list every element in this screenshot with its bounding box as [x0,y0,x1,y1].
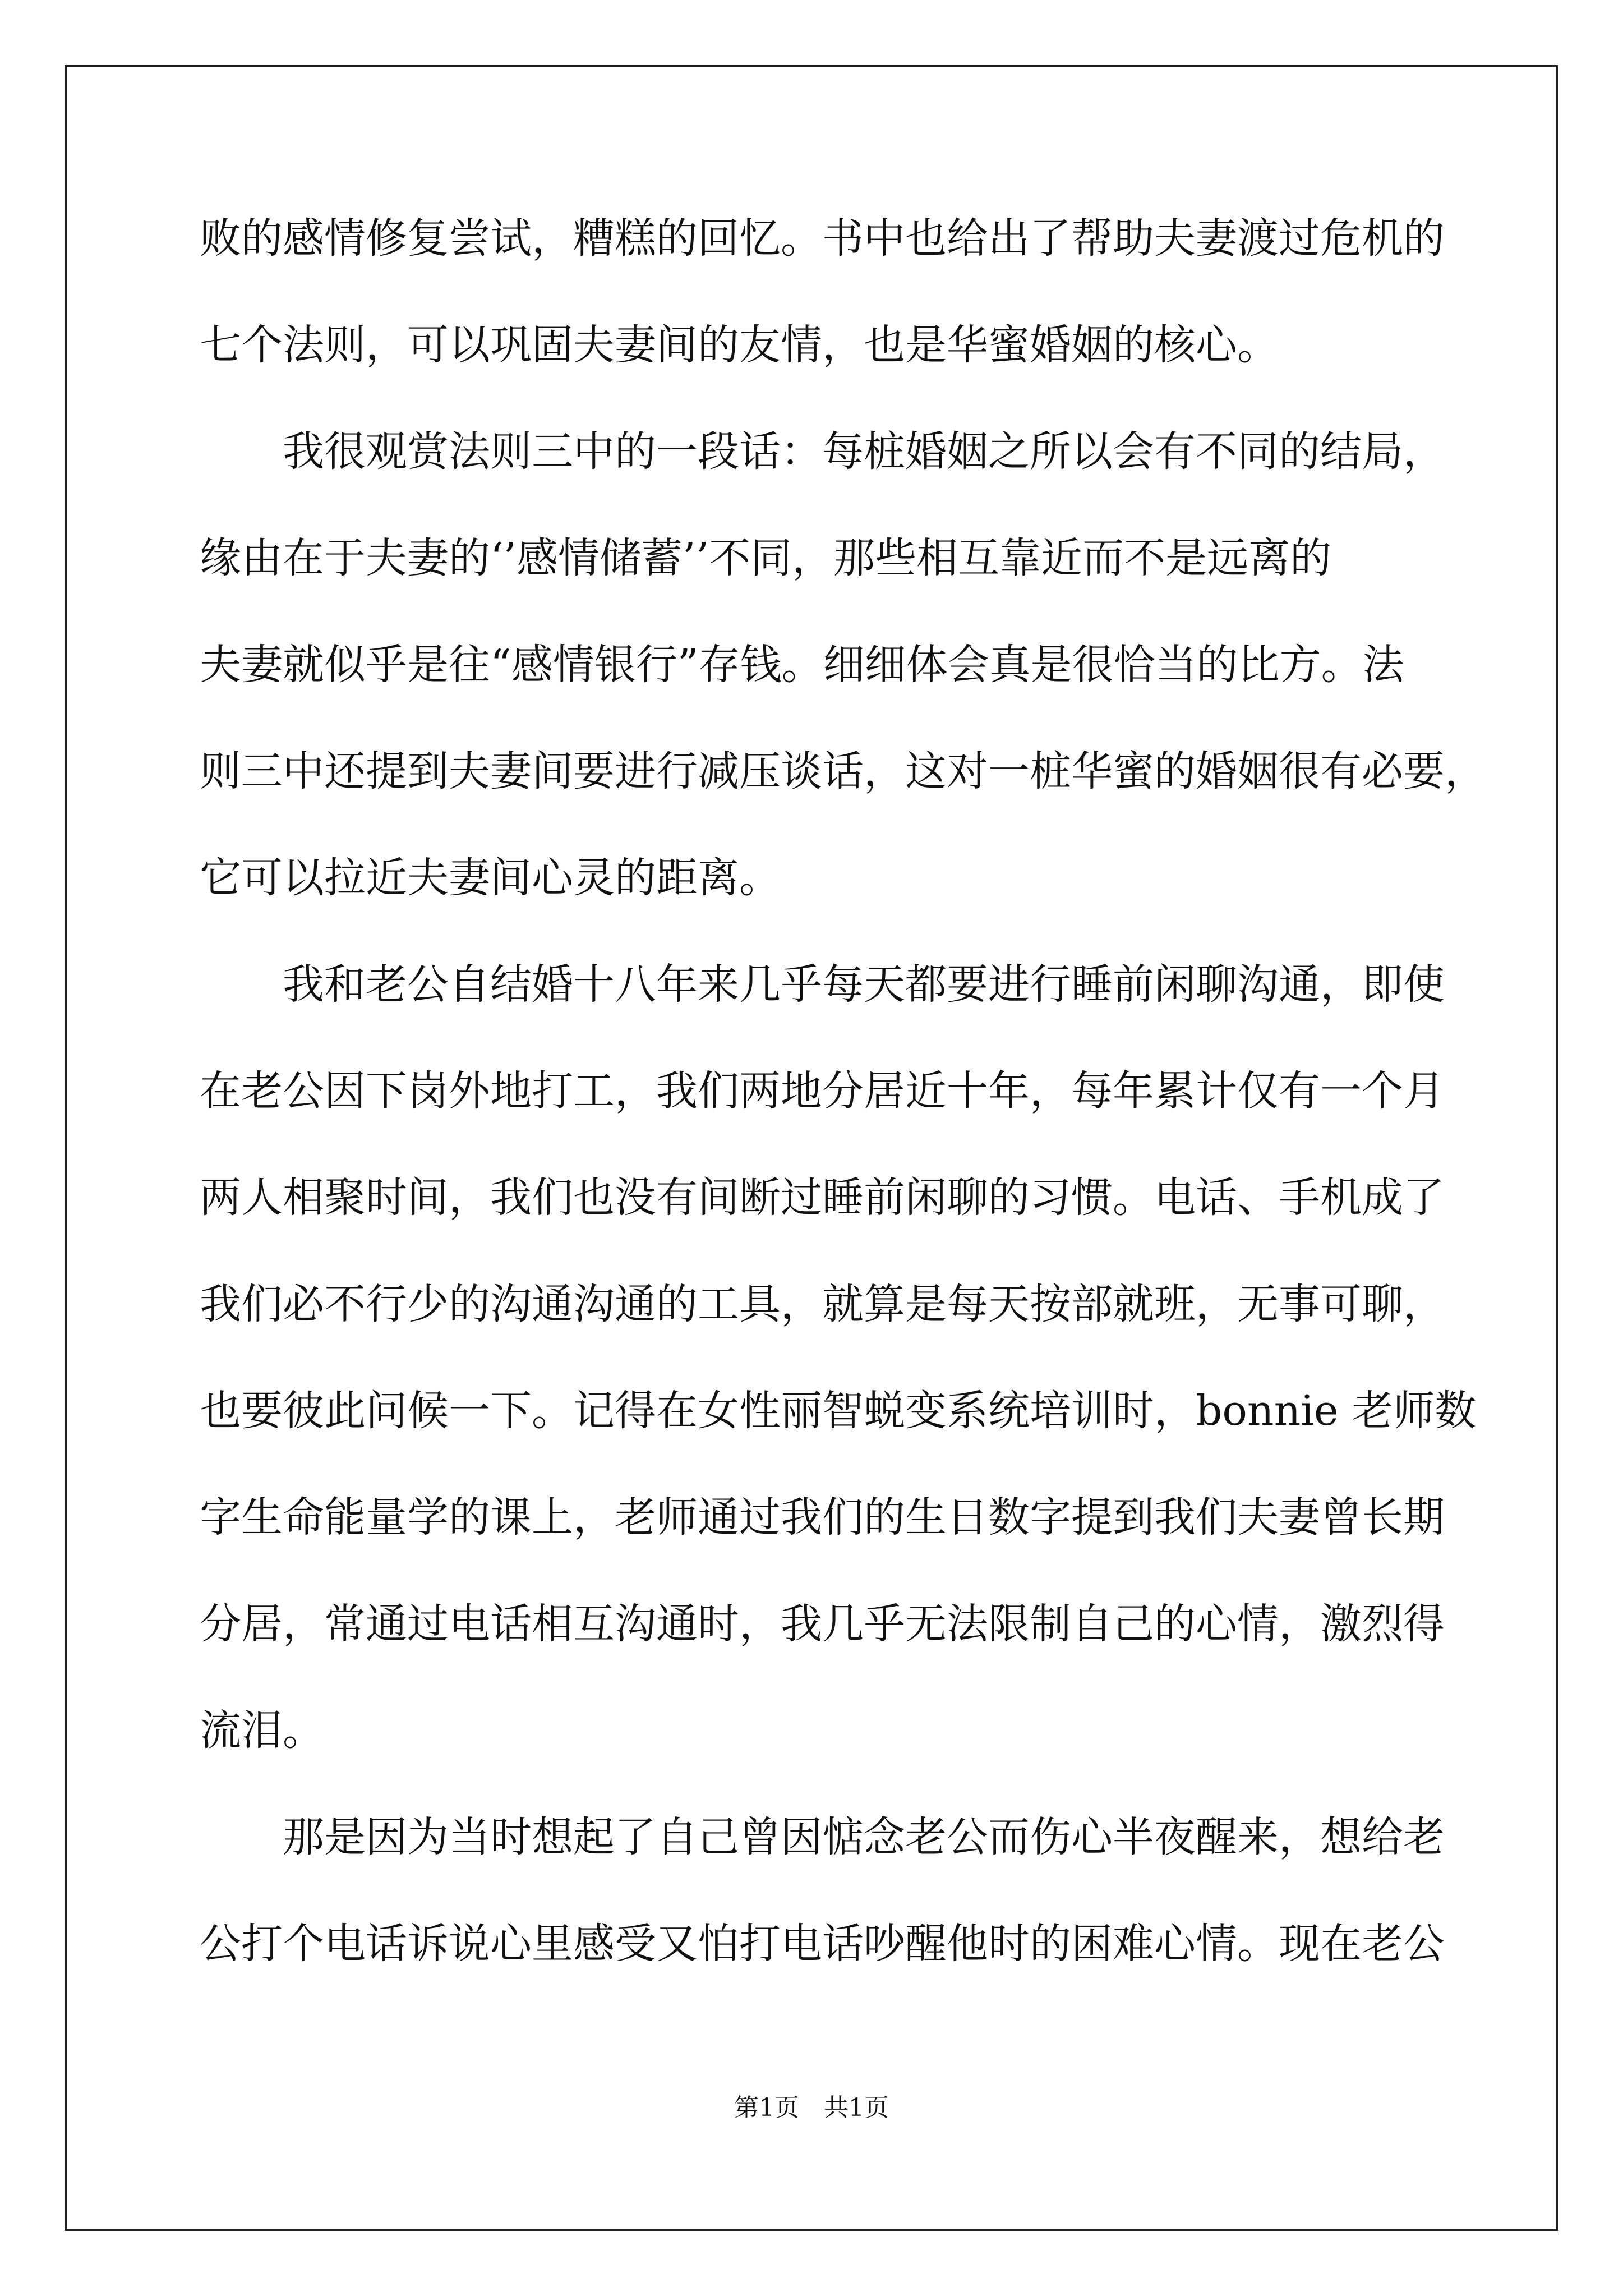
text-line-5: 夫妻就似乎是往“感情银行”存钱。细细体会真是很恰当的比方。法 [200,641,1404,689]
text-line-9: 在老公因下岗外地打工，我们两地分居近十年，每年累计仅有一个月 [200,1067,1445,1115]
text-line-12: 也要彼此问候一下。记得在女性丽智蜕变系统培训时，bonnie 老师数 [200,1387,1477,1435]
text-line-2: 七个法则，可以巩固夫妻间的友情，也是华蜜婚姻的核心。 [200,321,1279,369]
page-number-footer: 第1页 共1页 [734,2093,889,2122]
text-line-10: 两人相聚时间，我们也没有间断过睡前闲聊的习惯。电话、手机成了 [200,1174,1445,1222]
text-line-14: 分居，常通过电话相互沟通时，我几乎无法限制自己的心情，激烈得 [200,1600,1445,1648]
text-line-4: 缘由在于夫妻的‘’感情储蓄’’不同，那些相互靠近而不是远离的 [200,534,1332,582]
text-line-8: 我和老公自结婚十八年来几乎每天都要进行睡前闲聊沟通，即使 [283,960,1445,1009]
text-line-13: 字生命能量学的课上，老师通过我们的生日数字提到我们夫妻曾长期 [200,1493,1445,1542]
text-line-3: 我很观赏法则三中的一段话：每桩婚姻之所以会有不同的结局， [283,427,1445,476]
text-line-7: 它可以拉近夫妻间心灵的距离。 [200,854,781,902]
text-line-15: 流泪。 [200,1706,324,1755]
text-line-1: 败的感情修复尝试，糟糕的回忆。书中也给出了帮助夫妻渡过危机的 [200,214,1445,263]
text-line-11: 我们必不行少的沟通沟通的工具，就算是每天按部就班，无事可聊， [200,1280,1445,1328]
text-line-17: 公打个电话诉说心里感受又怕打电话吵醒他时的困难心情。现在老公 [200,1920,1445,1968]
text-line-16: 那是因为当时想起了自己曾因惦念老公而伤心半夜醒来，想给老 [283,1813,1445,1861]
document-body [200,208,1486,2019]
text-line-6: 则三中还提到夫妻间要进行减压谈话，这对一桩华蜜的婚姻很有必要， [200,747,1486,795]
